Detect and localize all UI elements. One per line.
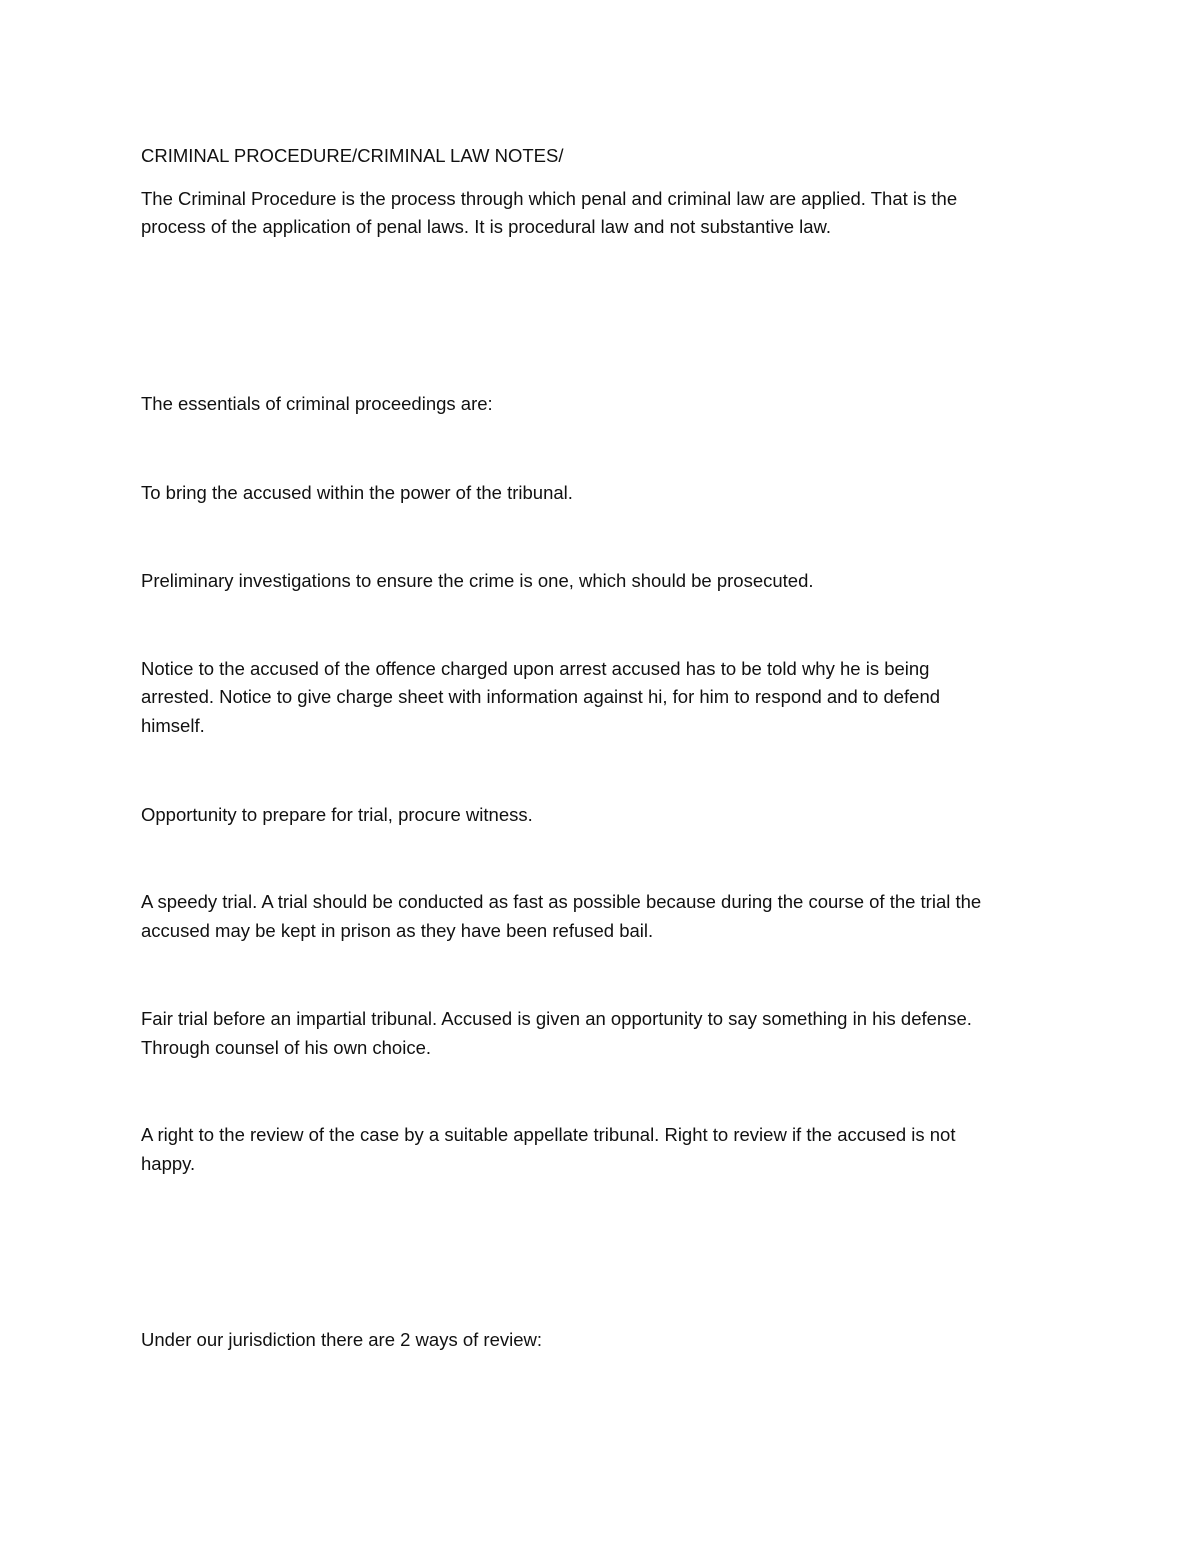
paragraph-line: Under our jurisdiction there are 2 ways of review: [141, 1329, 543, 1350]
paragraph-line: Through counsel of his own choice. [141, 1037, 432, 1058]
paragraph-line: The Criminal Procedure is the process through which penal and criminal law are applied. That is the [141, 188, 958, 209]
paragraph-line: accused may be kept in prison as they have been refused bail. [141, 920, 654, 941]
paragraph-line: The essentials of criminal proceedings are: [141, 393, 493, 414]
paragraph-line: A right to the review of the case by a suitable appellate tribunal. Right to review if the accused is not [141, 1124, 956, 1145]
paragraph-line: happy. [141, 1153, 196, 1174]
paragraph-line: Opportunity to prepare for trial, procure witness. [141, 804, 533, 825]
paragraph-line: process of the application of penal laws. It is procedural law and not substantive law. [141, 216, 832, 237]
paragraph-line: himself. [141, 715, 205, 736]
paragraph-line: arrested. Notice to give charge sheet with information against hi, for him to respond and to defend [141, 686, 941, 707]
paragraph-line: Notice to the accused of the offence charged upon arrest accused has to be told why he is being [141, 658, 930, 679]
paragraph-line: Fair trial before an impartial tribunal. Accused is given an opportunity to say something in his defense. [141, 1008, 972, 1029]
paragraph-line: A speedy trial. A trial should be conducted as fast as possible because during the course of the trial the [141, 891, 982, 912]
paragraph-line: To bring the accused within the power of the tribunal. [141, 482, 573, 503]
document-title: CRIMINAL PROCEDURE/CRIMINAL LAW NOTES/ [141, 145, 564, 166]
paragraph-line: Preliminary investigations to ensure the crime is one, which should be prosecuted. [141, 570, 814, 591]
